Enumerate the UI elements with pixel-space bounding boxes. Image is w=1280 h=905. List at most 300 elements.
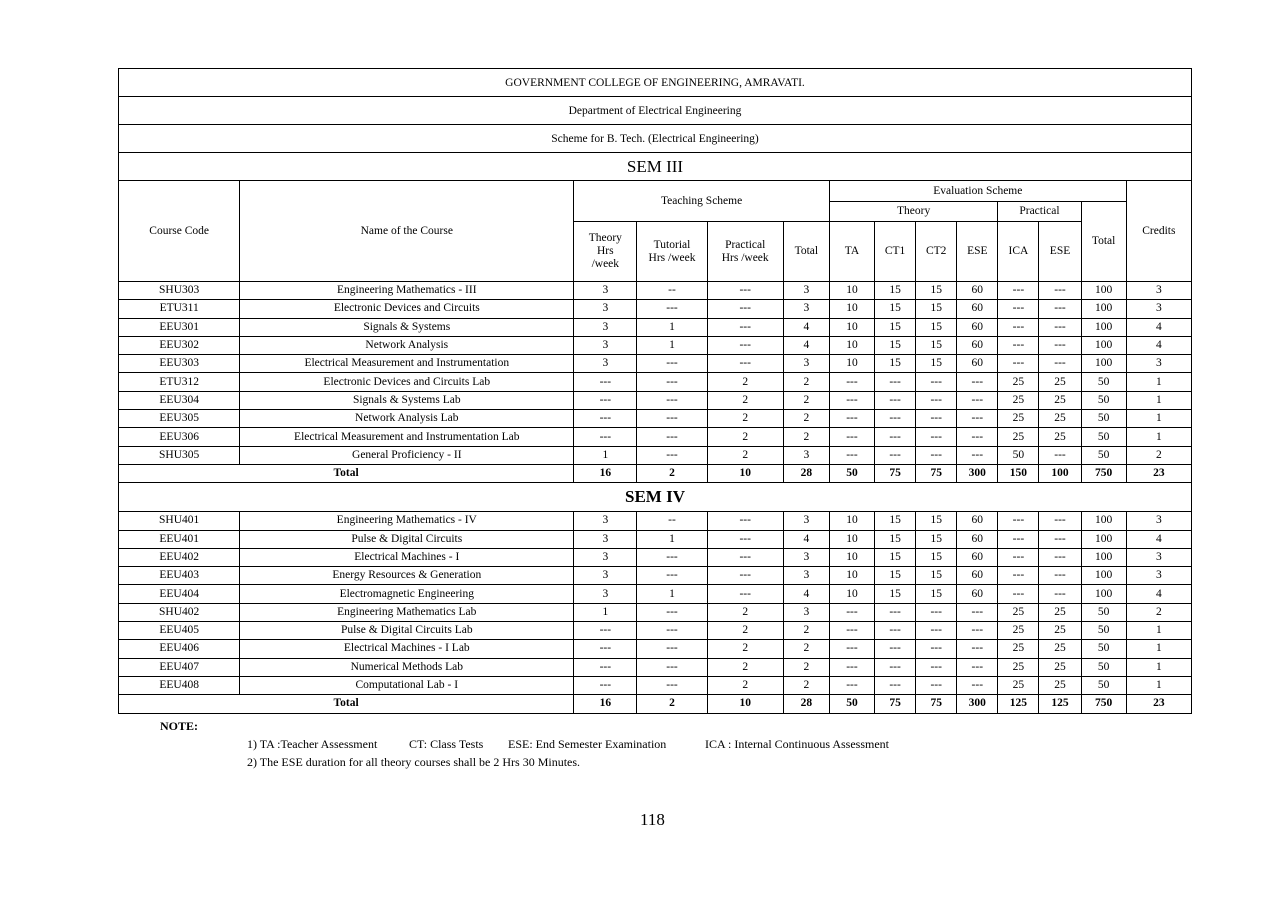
total-cell: 300 (957, 695, 998, 713)
table-cell: --- (916, 622, 957, 640)
table-cell: --- (637, 391, 707, 409)
table-cell: 2 (783, 622, 829, 640)
table-cell: 50 (1081, 622, 1126, 640)
course-name: Pulse & Digital Circuits Lab (240, 622, 574, 640)
table-cell: --- (957, 428, 998, 446)
table-cell: 25 (998, 373, 1039, 391)
table-cell: 25 (998, 622, 1039, 640)
theory-header: Theory (829, 202, 997, 222)
course-name: Numerical Methods Lab (240, 658, 574, 676)
table-cell: 15 (875, 548, 916, 566)
scheme-title: Scheme for B. Tech. (Electrical Engineering) (119, 125, 1192, 153)
table-cell: --- (1039, 567, 1081, 585)
table-cell: --- (707, 567, 783, 585)
table-cell: 2 (707, 373, 783, 391)
practical-header: Practical (998, 202, 1081, 222)
theory-hrs-line: /week (591, 258, 620, 270)
table-cell: 25 (1039, 391, 1081, 409)
table-cell: 60 (957, 300, 998, 318)
course-code: EEU405 (119, 622, 240, 640)
table-cell: --- (957, 391, 998, 409)
course-name: Engineering Mathematics - III (240, 282, 574, 300)
table-cell: --- (916, 603, 957, 621)
table-cell: --- (875, 676, 916, 694)
table-cell: 2 (707, 410, 783, 428)
table-cell: 60 (957, 530, 998, 548)
table-cell: 3 (1126, 282, 1191, 300)
table-cell: --- (998, 567, 1039, 585)
table-cell: 2 (1126, 603, 1191, 621)
table-cell: 3 (1126, 567, 1191, 585)
table-cell: 3 (783, 548, 829, 566)
evaluation-scheme-header: Evaluation Scheme (829, 181, 1126, 202)
course-name: Energy Resources & Generation (240, 567, 574, 585)
table-cell: --- (637, 603, 707, 621)
table-cell: --- (875, 428, 916, 446)
total-cell: 50 (829, 464, 874, 482)
table-cell: 25 (1039, 622, 1081, 640)
table-row (119, 512, 1192, 530)
table-cell: 15 (916, 530, 957, 548)
table-cell: --- (637, 548, 707, 566)
table-cell: 60 (957, 512, 998, 530)
total-cell: 125 (998, 695, 1039, 713)
table-cell: 2 (707, 640, 783, 658)
table-cell: 2 (783, 391, 829, 409)
table-cell: 1 (1126, 373, 1191, 391)
course-code: SHU401 (119, 512, 240, 530)
table-cell: --- (916, 446, 957, 464)
table-cell: 3 (574, 530, 637, 548)
table-cell: --- (1039, 336, 1081, 354)
table-cell: 10 (829, 336, 874, 354)
table-cell: 10 (829, 355, 874, 373)
theory-hrs-header (574, 222, 637, 282)
table-cell: --- (637, 567, 707, 585)
table-row (119, 585, 1192, 603)
course-code: EEU401 (119, 530, 240, 548)
table-cell: 1 (1126, 658, 1191, 676)
table-cell: 25 (1039, 676, 1081, 694)
table-cell: 3 (574, 355, 637, 373)
table-cell: 15 (875, 300, 916, 318)
table-cell: 60 (957, 336, 998, 354)
table-cell: 100 (1081, 282, 1126, 300)
table-cell: --- (829, 410, 874, 428)
table-cell: --- (875, 622, 916, 640)
total-cell: 125 (1039, 695, 1081, 713)
table-cell: 2 (707, 658, 783, 676)
table-cell: --- (1039, 512, 1081, 530)
course-code: ETU311 (119, 300, 240, 318)
ct2-header: CT2 (916, 222, 957, 282)
table-cell: 2 (707, 391, 783, 409)
table-cell: 4 (783, 585, 829, 603)
total-cell: 23 (1126, 464, 1191, 482)
table-cell: --- (707, 355, 783, 373)
table-cell: --- (637, 446, 707, 464)
table-row (119, 355, 1192, 373)
table-cell: 3 (783, 446, 829, 464)
table-cell: --- (875, 373, 916, 391)
table-cell: 1 (1126, 676, 1191, 694)
total-cell: 75 (916, 695, 957, 713)
total-cell: 10 (707, 695, 783, 713)
table-cell: --- (875, 410, 916, 428)
table-cell: --- (998, 318, 1039, 336)
table-cell: --- (574, 391, 637, 409)
credits-header: Credits (1126, 181, 1191, 282)
department-title: Department of Electrical Engineering (119, 97, 1192, 125)
table-cell: 1 (637, 318, 707, 336)
table-row (119, 410, 1192, 428)
table-cell: --- (637, 373, 707, 391)
table-cell: 100 (1081, 355, 1126, 373)
table-cell: 100 (1081, 300, 1126, 318)
table-cell: 4 (1126, 530, 1191, 548)
table-cell: 100 (1081, 548, 1126, 566)
table-cell: 25 (998, 640, 1039, 658)
table-cell: 15 (875, 336, 916, 354)
table-row (119, 446, 1192, 464)
course-code: EEU301 (119, 318, 240, 336)
page-number: 118 (640, 810, 665, 829)
table-cell: 2 (707, 676, 783, 694)
table-row (119, 373, 1192, 391)
table-row (119, 391, 1192, 409)
table-row (119, 530, 1192, 548)
course-code: EEU303 (119, 355, 240, 373)
table-cell: 2 (783, 658, 829, 676)
total-label: Total (119, 695, 574, 713)
table-cell: --- (637, 410, 707, 428)
table-cell: --- (875, 446, 916, 464)
course-code: SHU402 (119, 603, 240, 621)
table-cell: --- (1039, 548, 1081, 566)
course-code: EEU404 (119, 585, 240, 603)
table-cell: 1 (1126, 428, 1191, 446)
teaching-total-header: Total (783, 222, 829, 282)
table-row (119, 658, 1192, 676)
total-cell: 2 (637, 464, 707, 482)
course-code-header: Course Code (119, 181, 240, 282)
table-cell: 15 (875, 318, 916, 336)
table-cell: 4 (783, 336, 829, 354)
course-code: SHU303 (119, 282, 240, 300)
course-code: EEU406 (119, 640, 240, 658)
table-cell: 3 (783, 567, 829, 585)
table-cell: 50 (1081, 640, 1126, 658)
total-cell: 100 (1039, 464, 1081, 482)
table-cell: 25 (998, 410, 1039, 428)
total-cell: 75 (916, 464, 957, 482)
table-cell: 15 (916, 336, 957, 354)
table-cell: 10 (829, 282, 874, 300)
table-cell: -- (637, 512, 707, 530)
table-cell: 15 (875, 512, 916, 530)
tutorial-header (637, 222, 707, 282)
course-name: Engineering Mathematics Lab (240, 603, 574, 621)
table-cell: --- (957, 410, 998, 428)
table-cell: 100 (1081, 336, 1126, 354)
table-cell: 15 (875, 355, 916, 373)
ica-header: ICA (998, 222, 1039, 282)
table-cell: 50 (1081, 391, 1126, 409)
total-label: Total (119, 464, 574, 482)
college-title: GOVERNMENT COLLEGE OF ENGINEERING, AMRAVATI. (119, 69, 1192, 97)
table-cell: 3 (574, 567, 637, 585)
table-cell: 3 (783, 300, 829, 318)
table-cell: --- (957, 676, 998, 694)
total-cell: 16 (574, 695, 637, 713)
table-row (119, 282, 1192, 300)
table-cell: 1 (1126, 391, 1191, 409)
table-row (119, 603, 1192, 621)
table-cell: 1 (637, 585, 707, 603)
table-cell: 3 (574, 548, 637, 566)
total-cell: 2 (637, 695, 707, 713)
table-cell: 2 (783, 676, 829, 694)
table-cell: --- (574, 658, 637, 676)
course-name: Electrical Machines - I Lab (240, 640, 574, 658)
table-row (119, 567, 1192, 585)
table-cell: 25 (1039, 658, 1081, 676)
table-cell: 100 (1081, 318, 1126, 336)
table-cell: --- (707, 548, 783, 566)
table-cell: 10 (829, 585, 874, 603)
table-cell: --- (707, 512, 783, 530)
theory-hrs-line: Theory (588, 232, 622, 244)
table-cell: 3 (1126, 300, 1191, 318)
course-name: Computational Lab - I (240, 676, 574, 694)
table-row (119, 622, 1192, 640)
table-cell: --- (916, 391, 957, 409)
course-name: Electrical Measurement and Instrumentation (240, 355, 574, 373)
table-cell: --- (707, 300, 783, 318)
table-cell: 2 (707, 622, 783, 640)
table-cell: 60 (957, 282, 998, 300)
table-cell: 10 (829, 318, 874, 336)
course-code: ETU312 (119, 373, 240, 391)
table-cell: 4 (783, 318, 829, 336)
course-code: EEU408 (119, 676, 240, 694)
table-cell: 3 (574, 282, 637, 300)
table-cell: 10 (829, 567, 874, 585)
table-cell: --- (829, 373, 874, 391)
note-ica: ICA : Internal Continuous Assessment (705, 737, 889, 751)
course-code: EEU403 (119, 567, 240, 585)
table-cell: 10 (829, 300, 874, 318)
table-cell: 3 (1126, 548, 1191, 566)
total-cell: 300 (957, 464, 998, 482)
table-cell: --- (637, 622, 707, 640)
table-cell: --- (875, 658, 916, 676)
course-name: Electronic Devices and Circuits Lab (240, 373, 574, 391)
table-cell: --- (998, 530, 1039, 548)
table-cell: --- (829, 658, 874, 676)
table-cell: 3 (574, 318, 637, 336)
table-cell: 15 (875, 585, 916, 603)
total-cell: 50 (829, 695, 874, 713)
table-cell: --- (829, 622, 874, 640)
course-name-header: Name of the Course (240, 181, 574, 282)
table-cell: 1 (637, 336, 707, 354)
total-cell: 23 (1126, 695, 1191, 713)
table-cell: 10 (829, 530, 874, 548)
theory-hrs-line: Hrs (597, 245, 614, 257)
table-cell: 1 (1126, 622, 1191, 640)
course-name: Electrical Measurement and Instrumentation Lab (240, 428, 574, 446)
table-cell: --- (829, 446, 874, 464)
table-cell: 3 (783, 603, 829, 621)
table-cell: --- (707, 530, 783, 548)
table-cell: 2 (783, 428, 829, 446)
table-cell: --- (637, 676, 707, 694)
table-cell: 60 (957, 355, 998, 373)
table-cell: 1 (574, 603, 637, 621)
total-row (119, 695, 1192, 713)
table-cell: --- (875, 603, 916, 621)
table-cell: 50 (998, 446, 1039, 464)
eval-total-header: Total (1081, 202, 1126, 282)
table-cell: 50 (1081, 658, 1126, 676)
total-row (119, 464, 1192, 482)
table-cell: --- (916, 676, 957, 694)
course-name: Network Analysis Lab (240, 410, 574, 428)
table-cell: --- (574, 428, 637, 446)
table-row (119, 548, 1192, 566)
table-cell: 50 (1081, 410, 1126, 428)
table-cell: 100 (1081, 585, 1126, 603)
table-cell: 3 (574, 585, 637, 603)
table-cell: 15 (916, 355, 957, 373)
total-cell: 75 (875, 695, 916, 713)
table-cell: 10 (829, 548, 874, 566)
table-cell: --- (1039, 530, 1081, 548)
total-cell: 750 (1081, 695, 1126, 713)
table-cell: 60 (957, 585, 998, 603)
table-cell: 60 (957, 548, 998, 566)
table-cell: 3 (1126, 512, 1191, 530)
table-cell: 1 (1126, 640, 1191, 658)
table-cell: 25 (998, 391, 1039, 409)
table-cell: -- (637, 282, 707, 300)
course-code: EEU402 (119, 548, 240, 566)
table-cell: --- (1039, 446, 1081, 464)
table-cell: --- (829, 640, 874, 658)
table-cell: --- (637, 640, 707, 658)
total-cell: 75 (875, 464, 916, 482)
table-cell: 1 (1126, 410, 1191, 428)
table-cell: --- (957, 622, 998, 640)
table-cell: --- (916, 373, 957, 391)
table-cell: 3 (783, 355, 829, 373)
ese-practical-header: ESE (1039, 222, 1081, 282)
table-cell: 50 (1081, 676, 1126, 694)
table-row (119, 318, 1192, 336)
table-cell: 25 (998, 428, 1039, 446)
total-cell: 150 (998, 464, 1039, 482)
table-cell: 50 (1081, 428, 1126, 446)
scheme-table (118, 68, 1192, 714)
table-cell: 4 (1126, 336, 1191, 354)
table-cell: --- (574, 622, 637, 640)
table-cell: 25 (998, 603, 1039, 621)
table-cell: --- (637, 428, 707, 446)
table-cell: --- (957, 603, 998, 621)
table-cell: --- (1039, 300, 1081, 318)
table-cell: 15 (916, 282, 957, 300)
table-cell: 15 (916, 567, 957, 585)
note-ese: ESE: End Semester Examination (508, 737, 667, 751)
note-ta: 1) TA :Teacher Assessment (247, 737, 378, 751)
table-cell: --- (998, 548, 1039, 566)
course-name: Signals & Systems (240, 318, 574, 336)
practical-hrs-line: Hrs /week (721, 251, 769, 264)
table-cell: --- (916, 428, 957, 446)
table-cell: --- (829, 603, 874, 621)
course-code: EEU305 (119, 410, 240, 428)
table-cell: --- (875, 391, 916, 409)
table-cell: 15 (916, 318, 957, 336)
note-line-2: 2) The ESE duration for all theory courses shall be 2 Hrs 30 Minutes. (247, 755, 581, 769)
table-cell: 15 (916, 300, 957, 318)
table-cell: 15 (916, 585, 957, 603)
note-line-1 (247, 737, 889, 752)
table-cell: --- (1039, 585, 1081, 603)
table-row (119, 428, 1192, 446)
table-cell: --- (637, 658, 707, 676)
table-cell: 100 (1081, 530, 1126, 548)
table-cell: --- (1039, 282, 1081, 300)
table-cell: --- (574, 410, 637, 428)
course-code: EEU304 (119, 391, 240, 409)
course-name: Electromagnetic Engineering (240, 585, 574, 603)
table-cell: 4 (1126, 585, 1191, 603)
teaching-scheme-header: Teaching Scheme (574, 181, 830, 222)
table-cell: --- (916, 410, 957, 428)
table-cell: 3 (574, 512, 637, 530)
table-cell: --- (998, 336, 1039, 354)
table-cell: 15 (916, 548, 957, 566)
table-cell: --- (707, 318, 783, 336)
table-cell: --- (998, 585, 1039, 603)
table-cell: --- (957, 640, 998, 658)
table-cell: 3 (783, 282, 829, 300)
table-cell: --- (998, 355, 1039, 373)
table-cell: 1 (574, 446, 637, 464)
table-cell: --- (998, 282, 1039, 300)
course-name: Signals & Systems Lab (240, 391, 574, 409)
table-cell: 2 (783, 640, 829, 658)
course-code: EEU407 (119, 658, 240, 676)
course-name: Electrical Machines - I (240, 548, 574, 566)
note-label: NOTE: (160, 719, 199, 733)
table-cell: 2 (783, 373, 829, 391)
table-cell: --- (574, 373, 637, 391)
semester-title: SEM III (119, 153, 1192, 181)
table-cell: 25 (1039, 603, 1081, 621)
table-cell: --- (574, 640, 637, 658)
total-cell: 16 (574, 464, 637, 482)
table-cell: --- (1039, 355, 1081, 373)
table-cell: --- (829, 391, 874, 409)
table-cell: --- (957, 446, 998, 464)
tutorial-line: Tutorial (653, 238, 691, 251)
course-code: SHU305 (119, 446, 240, 464)
table-row (119, 640, 1192, 658)
table-cell: 15 (875, 530, 916, 548)
